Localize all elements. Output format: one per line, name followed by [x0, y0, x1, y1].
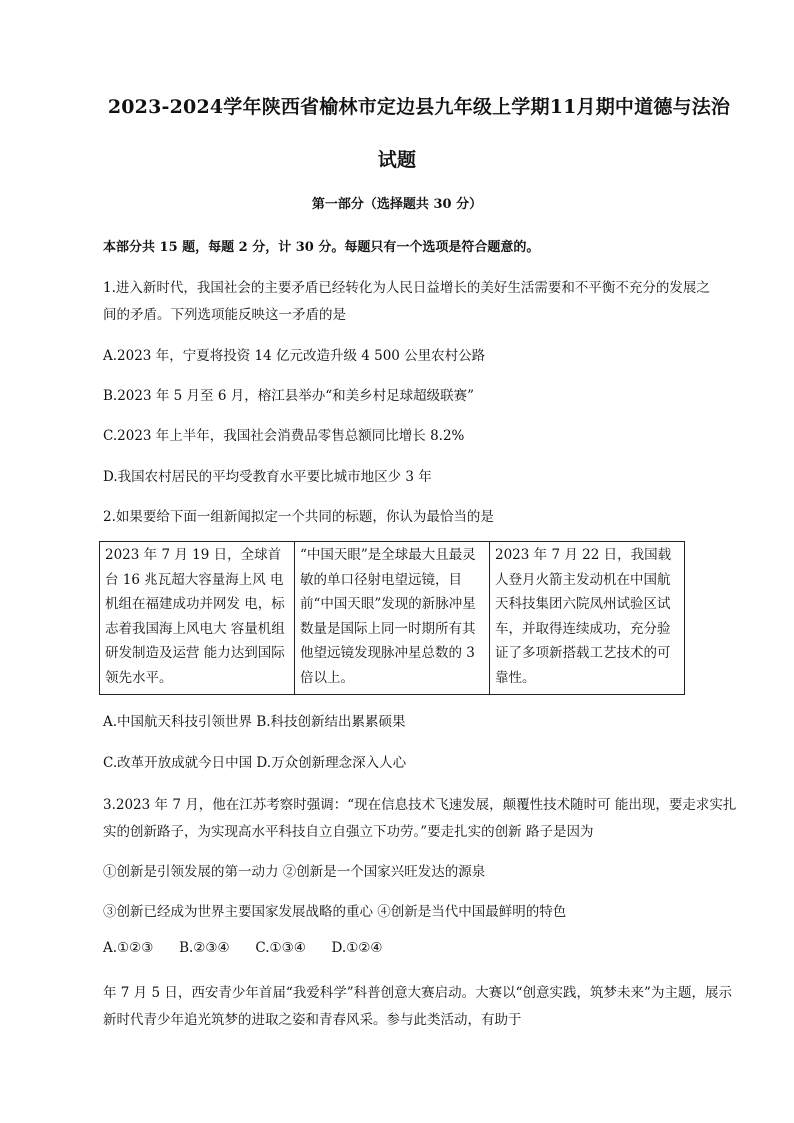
q3-stem-line1: 3.2023 年 7 月，他在江苏考察时强调：“现在信息技术飞速发展，颠覆性技术随时可 能出现，要走求实扎 — [103, 797, 737, 813]
document-title: 2023-2024学年陕西省榆林市定边县九年级上学期11月期中道德与法治 — [107, 96, 731, 118]
q2-stem: 2.如果要给下面一组新闻拟定一个共同的标题，你认为最恰当的是 — [103, 509, 494, 525]
q1-option-b: B.2023 年 5 月至 6 月，榕江县举办“和美乡村足球超级联赛” — [103, 388, 475, 404]
section-heading: 第一部分（选择题共 30 分） — [311, 197, 483, 212]
news-item-fast-telescope: “中国天眼”是全球最大且最灵敏的单口径射电望远镜，目前“中国天眼”发现的新脉冲星数量是国际上同一时期所有其他望远镜发现脉冲星总数的 3 倍以上。 — [295, 542, 490, 695]
q1-option-d: D.我国农村居民的平均受教育水平要比城市地区少 3 年 — [103, 469, 432, 485]
q2-options-line1: A.中国航天科技引领世界 B.科技创新结出累累硕果 — [103, 714, 406, 730]
q2-options-line2: C.改革开放成就今日中国 D.万众创新理念深入人心 — [103, 755, 407, 771]
q3-choices-line2: ③创新已经成为世界主要国家发展战略的重心 ④创新是当代中国最鲜明的特色 — [103, 904, 567, 920]
q4-stem-line2: 新时代青少年追光筑梦的进取之姿和青春风采。参与此类活动，有助于 — [103, 1012, 522, 1028]
news-item-wind-power: 2023 年 7 月 19 日，全球首台 16 兆瓦超大容量海上风 电机组在福建成功并网发 电，标志着我国海上风电大 容量机组研发制造及运营 能力达到国际领先水平。 — [100, 542, 295, 695]
news-table-row — [100, 542, 685, 695]
q1-stem-line1: 1.进入新时代，我国社会的主要矛盾已经转化为人民日益增长的美好生活需要和不平衡不充分的发展之 — [103, 280, 710, 296]
q1-option-a: A.2023 年，宁夏将投资 14 亿元改造升级 4 500 公里农村公路 — [103, 348, 486, 364]
news-item-lunar-rocket: 2023 年 7 月 22 日，我国载人登月火箭主发动机在中国航天科技集团六院凤州试验区试车，并取得连续成功，充分验证了多项新搭载工艺技术的可靠性。 — [490, 542, 685, 695]
q3-stem-line2: 实的创新路子，为实现高水平科技自立自强立下功劳。”要走扎实的创新 路子是因为 — [103, 824, 594, 840]
instructions: 本部分共 15 题，每题 2 分，计 30 分。每题只有一个选项是符合题意的。 — [103, 240, 540, 255]
q3-options: A.①②③ B.②③④ C.①③④ D.①②④ — [103, 940, 383, 956]
q4-stem-line1: 年 7 月 5 日，西安青少年首届“我爱科学”科普创意大赛启动。大赛以“创意实践，筑梦未来”为主题，展示 — [103, 985, 732, 1001]
q1-option-c: C.2023 年上半年，我国社会消费品零售总额同比增长 8.2% — [103, 428, 465, 444]
document-title-continued: 试题 — [377, 149, 417, 171]
q3-choices-line1: ①创新是引领发展的第一动力 ②创新是一个国家兴旺发达的源泉 — [103, 864, 486, 880]
q2-news-table — [99, 541, 685, 695]
q1-stem-line2: 间的矛盾。下列选项能反映这一矛盾的是 — [103, 307, 346, 323]
